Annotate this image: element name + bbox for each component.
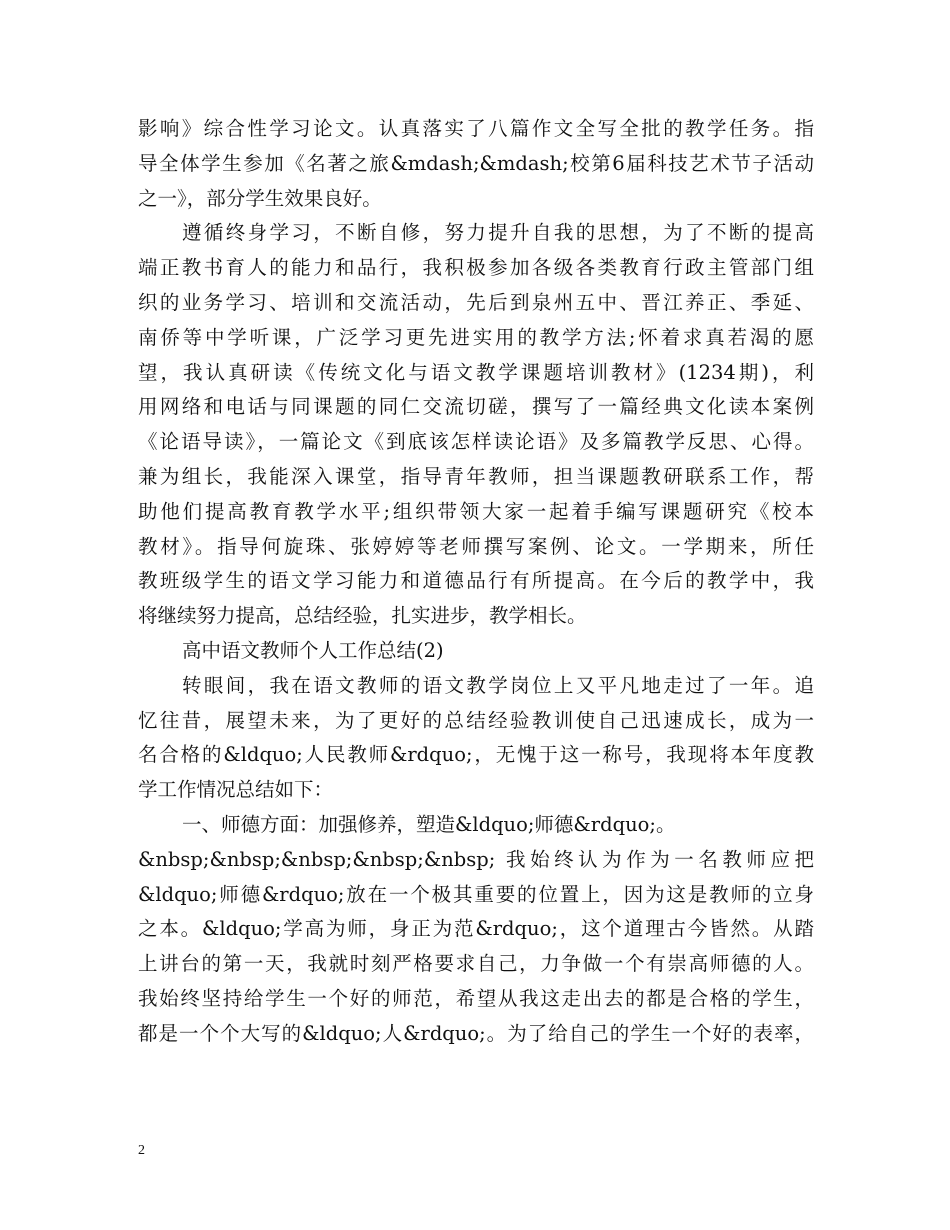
text-line: 上讲台的第一天，我就时刻严格要求自己，力争做一个有崇高师德的人。 <box>138 952 814 976</box>
text-line: 忆往昔，展望未来，为了更好的总结经验教训使自己迅速成长，成为一 <box>138 708 814 732</box>
text-line: 遵循终身学习，不断自修，努力提升自我的思想，为了不断的提高 <box>182 221 814 245</box>
text-line: 兼为组长，我能深入课堂，指导青年教师，担当课题教研联系工作，帮 <box>138 464 814 488</box>
text-line: 名合格的&ldquo;人民教师&rdquo;，无愧于这一称号，我现将本年度教 <box>138 743 814 767</box>
text-line: 用网络和电话与同课题的同仁交流切磋，撰写了一篇经典文化读本案例 <box>138 395 814 419</box>
section-heading: 高中语文教师个人工作总结(2) <box>182 638 444 662</box>
text-line: &ldquo;师德&rdquo;放在一个极其重要的位置上，因为这是教师的立身 <box>138 882 814 906</box>
text-line: 端正教书育人的能力和品行，我积极参加各级各类教育行政主管部门组 <box>138 256 814 280</box>
text-line: 都是一个个大写的&ldquo;人&rdquo;。为了给自己的学生一个好的表率， <box>138 1021 814 1045</box>
text-line: 将继续努力提高，总结经验，扎实进步，教学相长。 <box>138 604 587 628</box>
text-line: 望，我认真研读《传统文化与语文教学课题培训教材》(1234期)，利 <box>138 360 814 384</box>
body-text <box>138 112 814 1052</box>
text-line: 之一》，部分学生效果良好。 <box>138 186 382 210</box>
text-line: 南侨等中学听课，广泛学习更先进实用的教学方法;怀着求真若渴的愿 <box>138 325 814 349</box>
page-number: 2 <box>138 1143 145 1158</box>
text-line: 我始终坚持给学生一个好的师范，希望从我这走出去的都是合格的学生， <box>138 986 814 1010</box>
text-line: 之本。&ldquo;学高为师，身正为范&rdquo;，这个道理古今皆然。从踏 <box>138 917 814 941</box>
text-line: 转眼间，我在语文教师的语文教学岗位上又平凡地走过了一年。追 <box>182 673 814 697</box>
text-line: 教班级学生的语文学习能力和道德品行有所提高。在今后的教学中，我 <box>138 569 814 593</box>
text-line: 教材》。指导何旋珠、张婷婷等老师撰写案例、论文。一学期来，所任 <box>138 534 814 558</box>
text-line: &nbsp;&nbsp;&nbsp;&nbsp;&nbsp; 我始终认为作为一名教师应把 <box>138 847 814 871</box>
text-line: 《论语导读》，一篇论文《到底该怎样读论语》及多篇教学反思、心得。 <box>138 430 814 454</box>
text-line: 导全体学生参加《名著之旅&mdash;&mdash;校第6届科技艺术节子活动 <box>138 151 814 175</box>
text-line: 学工作情况总结如下： <box>138 778 334 802</box>
text-line: 助他们提高教育教学水平;组织带领大家一起着手编写课题研究《校本 <box>138 499 814 523</box>
text-line: 织的业务学习、培训和交流活动，先后到泉州五中、晋江养正、季延、 <box>138 290 814 314</box>
text-line: 影响》综合性学习论文。认真落实了八篇作文全写全批的教学任务。指 <box>138 117 814 140</box>
text-line: 一、师德方面：加强修养，塑造&ldquo;师德&rdquo;。 <box>182 812 676 836</box>
